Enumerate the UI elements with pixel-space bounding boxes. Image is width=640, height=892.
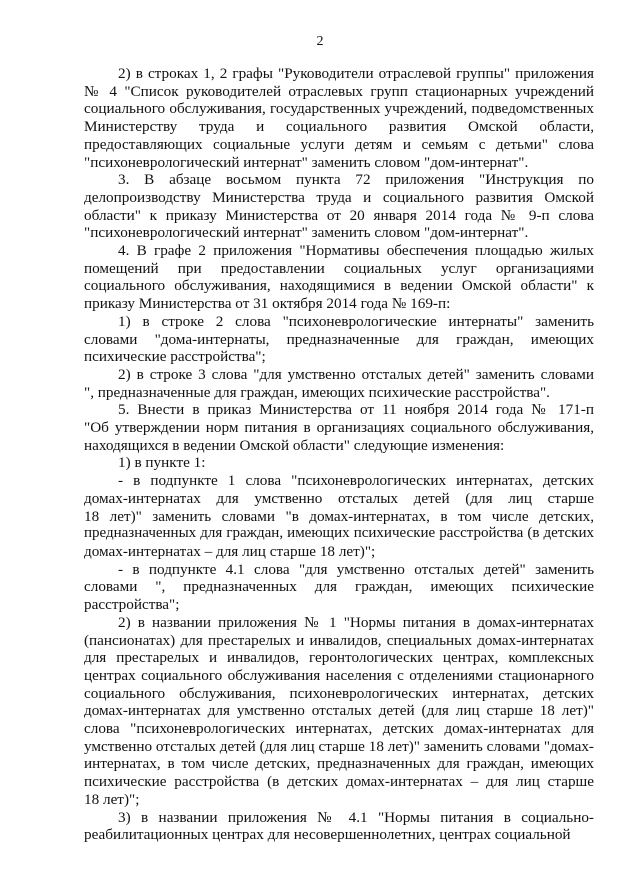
text-line: "Об утверждении норм питания в организациях социального обслуживания, xyxy=(84,419,594,437)
text-line: словами "дома-интернаты, предназначенные для граждан, имеющих xyxy=(84,330,594,348)
text-line: находящихся в ведении Омской области" следующие изменения: xyxy=(84,436,505,454)
text-line: 3) в названии приложения № 4.1 "Нормы питания в социально- xyxy=(118,808,594,826)
paragraph xyxy=(84,171,594,242)
text-line: области" к приказу Министерства от 20 января 2014 года № 9-п слова xyxy=(84,206,594,224)
text-line: 5. Внести в приказ Министерства от 11 ноября 2014 года № 171-п xyxy=(118,401,594,419)
document-body xyxy=(84,65,594,844)
text-line: 2) в строке 3 слова "для умственно отсталых детей" заменить словами xyxy=(118,365,594,383)
text-line: 1) в пункте 1: xyxy=(118,454,206,472)
text-line: умственно отсталых детей (для лиц старше 18 лет)" заменить словами "домах- xyxy=(84,737,594,755)
text-line: домах-интернатах для умственно отсталых детей (для лиц старше 18 лет)" xyxy=(84,702,594,720)
text-line: делопроизводству Министерства труда и социального развития Омской xyxy=(84,188,594,206)
text-line: 18 лет)" заменить словами "в домах-интернатах, в том числе детских, xyxy=(84,507,594,525)
text-line: для престарелых и инвалидов, геронтологических центрах, комплексных xyxy=(84,649,594,667)
text-line: предназначенных для граждан, имеющих психические расстройства (в детских xyxy=(84,525,594,542)
text-line: психические расстройства (в детских домах-интернатах – для лиц старше xyxy=(84,773,594,791)
text-line: словами ", предназначенных для граждан, имеющих психические xyxy=(84,578,594,596)
text-line: 18 лет)"; xyxy=(84,790,140,808)
text-line: социального обслуживания, государственных учреждений, подведомственных xyxy=(84,100,594,118)
text-line: - в подпункте 1 слова "психоневрологических интернатах, детских xyxy=(118,472,594,490)
text-line: домах-интернатах – для лиц старше 18 лет)"; xyxy=(84,542,376,560)
paragraph xyxy=(84,472,594,561)
text-line: помещений при предоставлении социальных услуг организациями xyxy=(84,259,594,277)
text-line: приказу Министерства от 31 октября 2014 года № 169-п: xyxy=(84,295,451,313)
text-line: 4. В графе 2 приложения "Нормативы обеспечения площадью жилых xyxy=(118,242,594,260)
paragraph xyxy=(84,809,594,844)
text-line: психические расстройства"; xyxy=(84,348,266,366)
text-line: интернатах, в том числе детских, предназначенных для граждан, имеющих xyxy=(84,755,594,773)
text-line: "психоневрологический интернат" заменить словом "дом-интернат". xyxy=(84,224,529,242)
paragraph xyxy=(84,65,594,171)
text-line: 1) в строке 2 слова "психоневрологические интернаты" заменить xyxy=(118,312,594,330)
paragraph xyxy=(84,454,594,472)
text-line: № 4 "Список руководителей отраслевых групп стационарных учреждений xyxy=(84,82,594,100)
text-line: домах-интернатах для умственно отсталых детей (для лиц старше xyxy=(84,489,594,507)
paragraph xyxy=(84,366,594,401)
paragraph xyxy=(84,614,594,809)
text-line: 3. В абзаце восьмом пункта 72 приложения "Инструкция по xyxy=(118,171,594,189)
text-line: - в подпункте 4.1 слова "для умственно отсталых детей" заменить xyxy=(118,560,594,578)
text-line: социального обслуживания, находящимися в ведении Омской области" к xyxy=(84,277,594,295)
text-line: реабилитационных центрах для несовершеннолетних, центрах социальной xyxy=(84,826,571,844)
text-line: слова "психоневрологических интернатах, детских домах-интернатах для xyxy=(84,720,594,738)
page-number: 2 xyxy=(316,34,324,49)
text-line: "психоневрологический интернат" заменить словом "дом-интернат". xyxy=(84,153,529,171)
text-line: расстройства"; xyxy=(84,596,180,614)
text-line: ", предназначенные для граждан, имеющих психические расстройства". xyxy=(84,383,550,401)
paragraph xyxy=(84,561,594,614)
text-line: центрах социального обслуживания населения с отделениями стационарного xyxy=(84,666,594,684)
text-line: Министерству труда и социального развития Омской области, xyxy=(84,118,594,136)
text-line: социального обслуживания, психоневрологических интернатах, детских xyxy=(84,684,594,702)
text-line: предоставляющих социальные услуги детям и семьям с детьми" слова xyxy=(84,135,594,153)
text-line: 2) в названии приложения № 1 "Нормы питания в домах-интернатах xyxy=(118,613,594,631)
paragraph xyxy=(84,313,594,366)
paragraph xyxy=(84,401,594,454)
text-line: (пансионатах) для престарелых и инвалидов, специальных домах-интернатах xyxy=(84,631,594,649)
text-line: 2) в строках 1, 2 графы "Руководители отраслевой группы" приложения xyxy=(118,65,594,82)
paragraph xyxy=(84,242,594,313)
